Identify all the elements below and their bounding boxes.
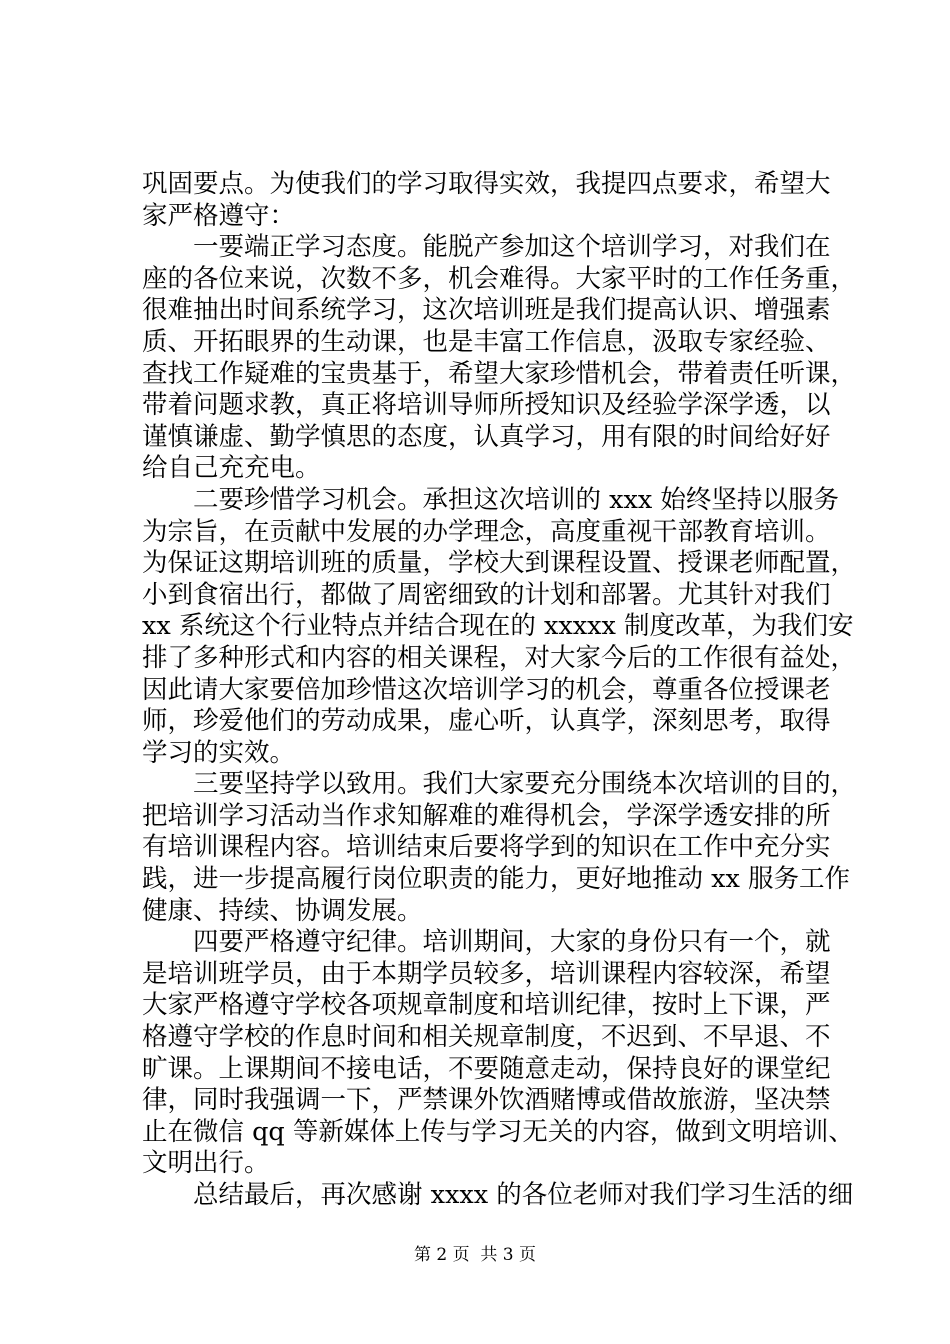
text-line: 是培训班学员，由于本期学员较多，培训课程内容较深，希望	[142, 958, 831, 989]
text-line: 给自己充充电。	[142, 453, 321, 484]
page-footer: 第 2 页 共 3 页	[413, 1245, 537, 1265]
text-line: 小到食宿出行，都做了周密细致的计划和部署。尤其针对我们	[142, 579, 831, 610]
paragraph	[142, 1180, 854, 1212]
text-line: 践，进一步提高履行岗位职责的能力，更好地推动 xx 服务工作	[142, 864, 850, 895]
text-line: 止在微信 qq 等新媒体上传与学习无关的内容，做到文明培训、	[142, 1116, 854, 1147]
paragraph	[142, 484, 857, 769]
text-line: 旷课。上课期间不接电话，不要随意走动，保持良好的课堂纪	[142, 1053, 831, 1084]
text-line: 一要端正学习态度。能脱产参加这个培训学习，对我们在	[193, 232, 831, 263]
text-line: 二要珍惜学习机会。承担这次培训的 xxx 始终坚持以服务	[193, 484, 839, 515]
text-line: 很难抽出时间系统学习，这次培训班是我们提高认识、增强素	[142, 295, 831, 326]
text-line: 谨慎谦虚、勤学慎思的态度，认真学习，用有限的时间给好好	[142, 421, 831, 452]
text-line: 为宗旨，在贡献中发展的办学理念，高度重视干部教育培训。	[142, 516, 831, 547]
text-line: 师，珍爱他们的劳动成果，虚心听，认真学，深刻思考，取得	[142, 706, 831, 737]
text-line: 质、开拓眼界的生动课，也是丰富工作信息，汲取专家经验、	[142, 326, 831, 357]
paragraph	[142, 769, 857, 927]
text-line: 格遵守学校的作息时间和相关规章制度，不迟到、不早退、不	[142, 1022, 831, 1053]
text-line: 总结最后，再次感谢 xxxx 的各位老师对我们学习生活的细	[193, 1180, 854, 1210]
text-line: 有培训课程内容。培训结束后要将学到的知识在工作中充分实	[142, 832, 831, 863]
document-body	[142, 169, 857, 1212]
text-line: 四要严格遵守纪律。培训期间，大家的身份只有一个，就	[193, 927, 831, 958]
text-line: 为保证这期培训班的质量，学校大到课程设置、授课老师配置，	[142, 548, 857, 579]
text-line: 家严格遵守：	[142, 200, 296, 231]
text-line: 带着问题求教，真正将培训导师所授知识及经验学深学透，以	[142, 390, 831, 421]
text-line: 座的各位来说，次数不多，机会难得。大家平时的工作任务重，	[142, 263, 857, 294]
text-line: 因此请大家要倍加珍惜这次培训学习的机会，尊重各位授课老	[142, 674, 831, 705]
text-line: 三要坚持学以致用。我们大家要充分围绕本次培训的目的，	[193, 769, 857, 800]
text-line: 大家严格遵守学校各项规章制度和培训纪律，按时上下课，严	[142, 990, 831, 1021]
text-line: 把培训学习活动当作求知解难的难得机会，学深学透安排的所	[142, 800, 831, 831]
text-line: 健康、持续、协调发展。	[142, 895, 423, 926]
text-line: 巩固要点。为使我们的学习取得实效，我提四点要求，希望大	[142, 169, 831, 199]
text-line: 律，同时我强调一下，严禁课外饮酒赌博或借故旅游，坚决禁	[142, 1085, 831, 1116]
text-line: 文明出行。	[142, 1148, 270, 1179]
text-line: 学习的实效。	[142, 737, 296, 768]
text-line: 查找工作疑难的宝贵基于，希望大家珍惜机会，带着责任听课，	[142, 358, 857, 389]
text-line: 排了多种形式和内容的相关课程，对大家今后的工作很有益处，	[142, 642, 857, 673]
paragraph	[142, 927, 854, 1180]
text-line: xx 系统这个行业特点并结合现在的 xxxxx 制度改革，为我们安	[142, 611, 854, 642]
paragraph	[142, 169, 830, 232]
paragraph	[142, 232, 857, 485]
